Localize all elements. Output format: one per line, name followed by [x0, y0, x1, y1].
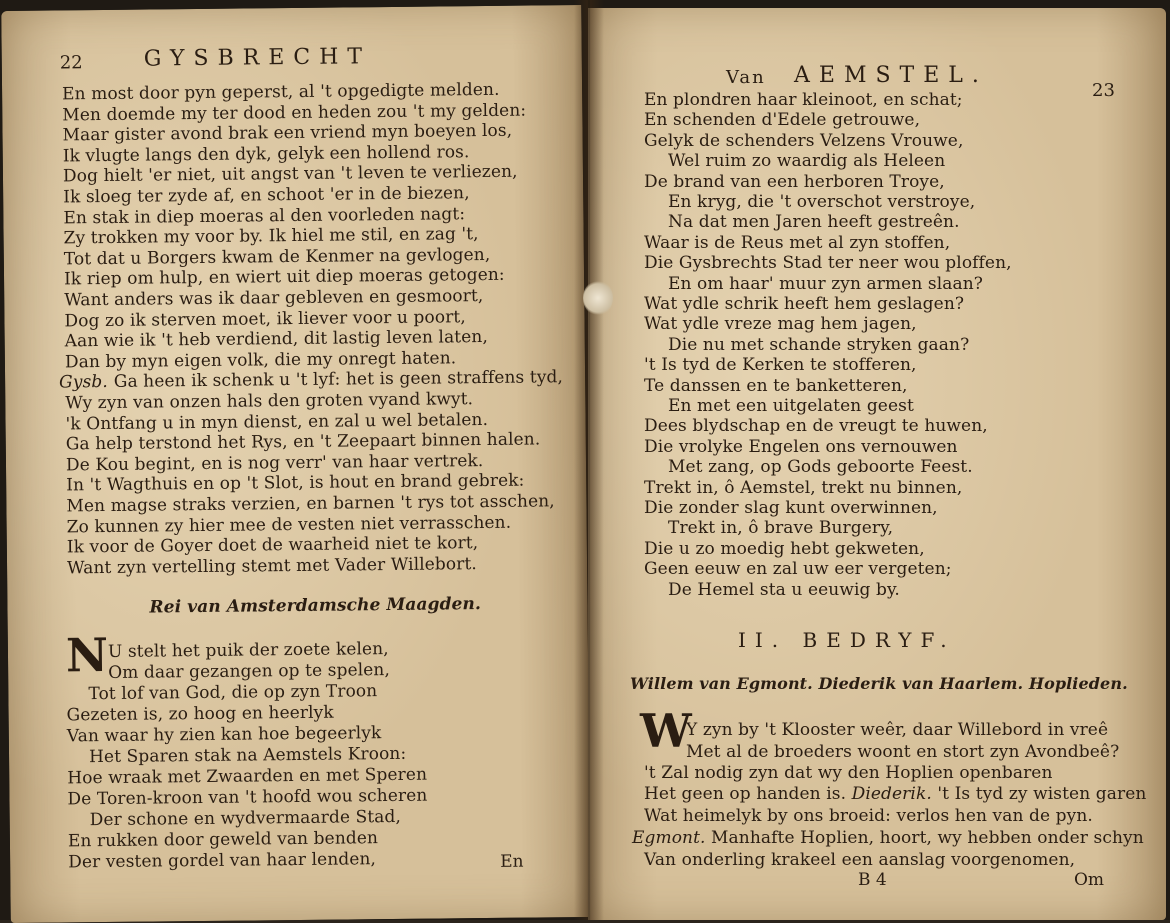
verse-line: De Hemel sta u eeuwig by.: [668, 579, 900, 600]
verse-line: Dees blydschap en de vreugt te huwen,: [644, 416, 988, 437]
act-title: II. BEDRYF.: [738, 628, 956, 652]
verse-line-text: Ga heen ik schenk u 't lyf: het is geen straffens tyd,: [113, 367, 564, 393]
scene-line-egmont: [632, 828, 1144, 848]
binding-thread: [583, 280, 613, 316]
verse-line: Waar is de Reus met al zyn stoffen,: [644, 232, 951, 253]
chorus-line: Hoe wraak met Zwaarden en met Speren: [67, 764, 428, 789]
verse-line: Wel ruim zo waardig als Heleen: [668, 151, 946, 172]
verse-line: Ik sloeg ter zyde af, en schoot 'er in de biezen,: [63, 183, 470, 208]
page-number-left: 22: [59, 52, 83, 74]
right-page: [588, 8, 1166, 920]
egmont-text: Manhafte Hoplien, hoort, wy hebben onder schyn: [711, 828, 1144, 848]
verse-line: In 't Wagthuis en op 't Slot, is hout en brand gebrek:: [66, 470, 525, 496]
chorus-line: Der vesten gordel van haar lenden,: [68, 849, 377, 873]
verse-line: Ga help terstond het Rys, en 't Zeepaart binnen halen.: [65, 429, 541, 455]
verse-line: Zy trokken my voor by. Ik hiel me stil, en zag 't,: [63, 224, 479, 249]
running-head-right: AEMSTEL.: [794, 63, 988, 88]
chorus-title: Rei van Amsterdamsche Maagden.: [149, 594, 482, 618]
verse-line: Wat ydle vreze mag hem jagen,: [644, 314, 917, 335]
verse-line: Tot dat u Borgers kwam de Kenmer na gevlogen,: [63, 244, 491, 270]
verse-line: En met een uitgelaten geest: [668, 396, 914, 416]
verse-line: Ik riep om hulp, en wiert uit diep moeras getogen:: [63, 265, 505, 290]
chorus-line: Het Sparen stak na Aemstels Kroon:: [88, 743, 407, 768]
verse-line: Ik vlugte langs den dyk, gelyk een hollend ros.: [62, 141, 470, 167]
dropcap-n: N: [65, 627, 109, 683]
verse-line: 't Is tyd de Kerken te stofferen,: [644, 355, 917, 376]
verse-line: En kryg, die 't overschot verstroye,: [668, 192, 976, 212]
chorus-line: Van waar hy zien kan hoe begeerlyk: [66, 723, 382, 747]
verse-line: Die Gysbrechts Stad ter neer wou ploffen,: [644, 253, 1012, 274]
verse-line: Die zonder slag kunt overwinnen,: [644, 498, 938, 518]
verse-line: De Kou begint, en is nog verr' van haar vertrek.: [65, 450, 484, 476]
scene-line-last: Van onderling krakeel een aanslag voorgenomen,: [644, 850, 1076, 870]
dropcap-w: W: [640, 704, 692, 758]
verse-line: Na dat men Jaren heeft gestreên.: [668, 212, 960, 233]
verse-line: Wy zyn van onzen hals den groten vyand kwyt.: [65, 389, 474, 414]
verse-line: En stak in diep moeras al den voorleden nagt:: [63, 203, 466, 229]
verse-line: Die vrolyke Engelen ons vernouwen: [644, 436, 958, 457]
running-head-left: GYSBRECHT: [143, 44, 372, 72]
verse-line-gysb: [59, 368, 563, 393]
speaker-gysb: Gysb.: [59, 372, 108, 393]
speaker-diederik: Diederik.: [851, 784, 932, 804]
running-head-right-prefix: Van: [726, 67, 766, 88]
chorus-line: Der schone en wydvermaarde Stad,: [89, 806, 402, 831]
verse-line: Die u zo moedig hebt gekweten,: [644, 538, 925, 559]
scene-line-handen: [644, 784, 1146, 804]
signature-mark: B 4: [858, 870, 887, 890]
catchword-right: Om: [1074, 870, 1105, 890]
verse-line: De brand van een herboren Troye,: [644, 171, 945, 192]
verse-line: Dan by myn eigen volk, die my onregt haten.: [64, 348, 457, 373]
chorus-line: Om daar gezangen op te spelen,: [108, 660, 391, 683]
verse-line: En plondren haar kleinoot, en schat;: [644, 90, 963, 110]
diederik-text: 't Is tyd zy wisten garen: [937, 784, 1147, 804]
verse-line: Geen eeuw en zal uw eer vergeten;: [644, 559, 952, 580]
verse-line: En schenden d'Edele getrouwe,: [644, 110, 921, 131]
scene-first-line: Y zyn by 't Klooster weêr, daar Willebord in vreê: [686, 720, 1109, 740]
page-number-right: 23: [1092, 80, 1115, 101]
verse-line: Te danssen en te banketteren,: [644, 375, 908, 396]
verse-line: Men magse straks verzien, en barnen 't rys tot asschen,: [66, 491, 555, 517]
verse-line: Maar gister avond brak een vriend myn boeyen los,: [62, 120, 513, 146]
speaker-egmont: Egmont.: [632, 828, 706, 848]
verse-line: Zo kunnen zy hier mee de vesten niet verrasschen.: [66, 512, 512, 537]
verse-line: Trekt in, ô brave Burgery,: [668, 518, 894, 539]
verse-line: Aan wie ik 't heb verdiend, dit lastig leven laten,: [64, 327, 489, 352]
chorus-line: De Toren-kroon van 't hoofd wou scheren: [67, 785, 428, 810]
chorus-first-line: U stelt het puik der zoete kelen,: [107, 639, 389, 662]
chorus-line: Tot lof van God, die op zyn Troon: [88, 681, 378, 705]
verse-line: Gelyk de schenders Velzens Vrouwe,: [644, 130, 964, 151]
scene-line: 't Zal nodig zyn dat wy den Hoplien openbaren: [644, 763, 1053, 783]
left-page: [1, 5, 591, 923]
verse-line: En om haar' muur zyn armen slaan?: [668, 273, 983, 294]
verse-line: 'k Ontfang u in myn dienst, en zal u wel betalen.: [65, 409, 489, 435]
verse-line: En most door pyn geperst, al 't opgedigte melden.: [62, 79, 500, 105]
scene-line-heimelyk: Wat heimelyk by ons broeid: verlos hen van de pyn.: [644, 806, 1093, 826]
catchword-left: En: [500, 851, 524, 872]
book-gutter: [574, 0, 604, 920]
verse-line: Die nu met schande stryken gaan?: [668, 334, 970, 355]
verse-line: Want anders was ik daar gebleven en gesmoort,: [64, 286, 484, 311]
verse-line: Dog zo ik sterven moet, ik liever voor u poort,: [64, 306, 466, 332]
scene-line-handen-text: Het geen op handen is.: [644, 784, 847, 804]
verse-line: Trekt in, ô Aemstel, trekt nu binnen,: [644, 477, 963, 498]
chorus-line: En rukken door geweld van benden: [67, 828, 379, 852]
verse-line: Want zyn vertelling stemt met Vader Willebort.: [66, 553, 477, 579]
scene-line: Met al de broeders woont en stort zyn Avondbeê?: [686, 742, 1120, 762]
verse-line: Ik voor de Goyer doet de waarheid niet te kort,: [66, 533, 479, 558]
cast-list: Willem van Egmont. Diederik van Haarlem. Hoplieden.: [630, 674, 1128, 693]
verse-line: Met zang, op Gods geboorte Feest.: [668, 457, 973, 478]
verse-line: Men doemde my ter dood en heden zou 't my gelden:: [62, 100, 527, 126]
verse-line: Dog hielt 'er niet, uit angst van 't leven te verliezen,: [62, 162, 518, 187]
verse-line: Wat ydle schrik heeft hem geslagen?: [644, 294, 965, 314]
chorus-line: Gezeten is, zo hoog en heerlyk: [66, 702, 334, 726]
